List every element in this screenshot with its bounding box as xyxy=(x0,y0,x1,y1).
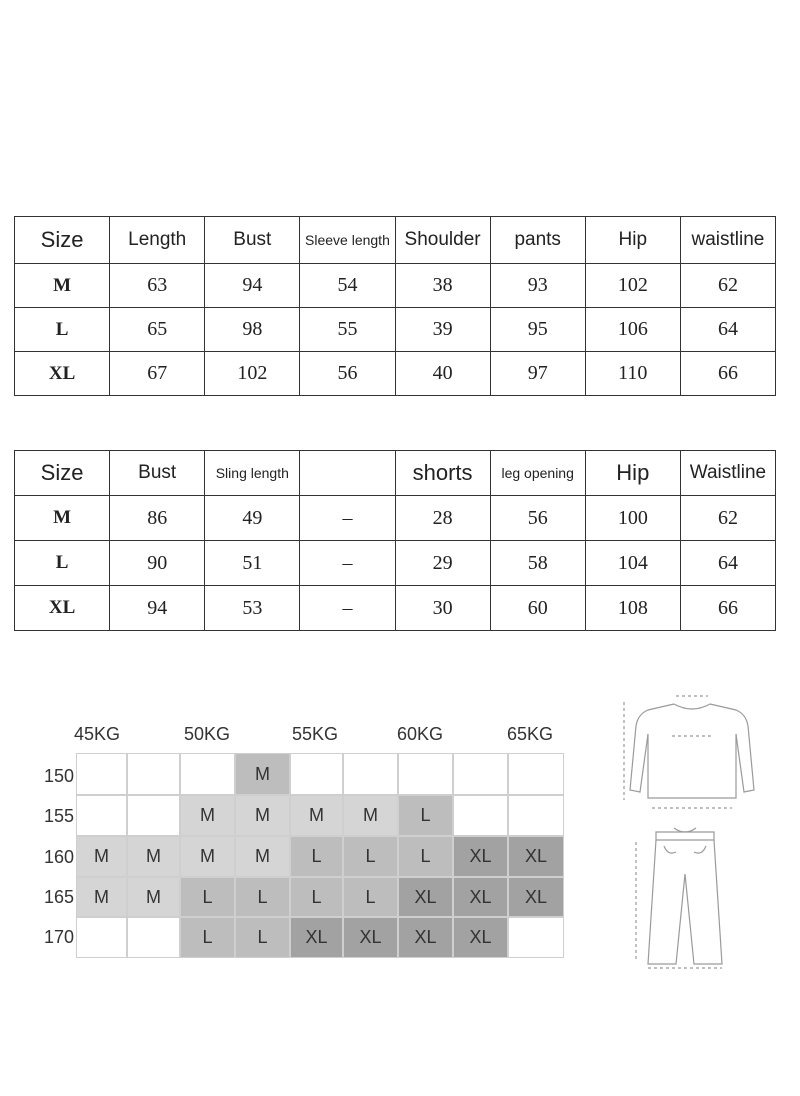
header-cell: Sleeve length xyxy=(300,217,395,264)
size-grid-cell: XL xyxy=(398,917,453,958)
table-cell: 64 xyxy=(680,541,775,586)
size-grid-cell xyxy=(453,795,508,836)
table-cell: 94 xyxy=(110,586,205,631)
header-cell: waistline xyxy=(680,217,775,264)
size-grid-cell: M xyxy=(290,795,343,836)
height-label: 160 xyxy=(43,847,74,867)
table-cell: 104 xyxy=(585,541,680,586)
size-grid-cell: M xyxy=(180,836,235,877)
size-grid-cell xyxy=(76,917,127,958)
table-cell: 39 xyxy=(395,308,490,352)
height-label: 170 xyxy=(43,927,74,947)
size-grid-cell: L xyxy=(290,877,343,917)
table-cell: 49 xyxy=(205,496,300,541)
size-grid-cell: XL xyxy=(453,836,508,877)
header-cell xyxy=(300,451,395,496)
size-grid-cell: L xyxy=(235,877,290,917)
size-label: L xyxy=(15,541,110,586)
weight-label: 45KG xyxy=(74,724,121,744)
table-cell: 86 xyxy=(110,496,205,541)
header-cell: Size xyxy=(15,451,110,496)
size-label: L xyxy=(15,308,110,352)
size-grid-cell: L xyxy=(235,917,290,958)
table-cell: 54 xyxy=(300,264,395,308)
table-cell: – xyxy=(300,496,395,541)
header-cell: Shoulder xyxy=(395,217,490,264)
table-cell: 95 xyxy=(490,308,585,352)
bottom-size-table xyxy=(14,450,776,631)
table-row xyxy=(15,586,776,631)
table-cell: 62 xyxy=(680,264,775,308)
size-grid-cell: XL xyxy=(508,836,564,877)
table-cell: 93 xyxy=(490,264,585,308)
table-cell: 60 xyxy=(490,586,585,631)
height-label: 155 xyxy=(43,806,74,826)
height-label: 150 xyxy=(43,766,74,786)
size-label: M xyxy=(15,264,110,308)
table-row xyxy=(15,496,776,541)
header-cell: Waistline xyxy=(680,451,775,496)
size-grid-cell: L xyxy=(180,917,235,958)
size-grid-cell: L xyxy=(343,877,398,917)
size-grid-cell xyxy=(453,753,508,795)
table-cell: 28 xyxy=(395,496,490,541)
table-cell: 106 xyxy=(585,308,680,352)
height-label: 165 xyxy=(43,887,74,907)
size-grid-cell xyxy=(508,753,564,795)
size-grid-cell: M xyxy=(180,795,235,836)
weight-label: 50KG xyxy=(184,724,231,744)
top-garment-sketch-icon xyxy=(612,690,772,815)
table-cell: 40 xyxy=(395,352,490,396)
size-grid-cell: L xyxy=(398,836,453,877)
size-grid-cell xyxy=(76,753,127,795)
table-cell: 66 xyxy=(680,586,775,631)
size-grid-cell: M xyxy=(343,795,398,836)
header-cell: Bust xyxy=(205,217,300,264)
size-grid-cell: L xyxy=(180,877,235,917)
header-cell: pants xyxy=(490,217,585,264)
weight-label: 55KG xyxy=(292,724,339,744)
size-grid-cell xyxy=(508,795,564,836)
size-grid-cell: M xyxy=(76,877,127,917)
table-row xyxy=(15,352,776,396)
size-grid-cell: XL xyxy=(398,877,453,917)
size-grid-cell: M xyxy=(127,877,180,917)
table-cell: 65 xyxy=(110,308,205,352)
size-grid-cell: XL xyxy=(453,877,508,917)
size-grid-cell xyxy=(290,753,343,795)
size-grid-cell xyxy=(398,753,453,795)
size-grid-cell: M xyxy=(235,753,290,795)
table-cell: 58 xyxy=(490,541,585,586)
size-grid-cell: M xyxy=(235,836,290,877)
top-table-header-row xyxy=(15,217,776,264)
header-cell: Bust xyxy=(110,451,205,496)
table-row xyxy=(15,264,776,308)
top-size-table xyxy=(14,216,776,396)
weight-label: 60KG xyxy=(397,724,444,744)
table-cell: 51 xyxy=(205,541,300,586)
table-cell: 102 xyxy=(205,352,300,396)
header-cell: Hip xyxy=(585,451,680,496)
table-row xyxy=(15,308,776,352)
size-grid-cell: M xyxy=(127,836,180,877)
size-label: XL xyxy=(15,586,110,631)
table-cell: 29 xyxy=(395,541,490,586)
size-grid-cell xyxy=(127,753,180,795)
size-grid-cell: L xyxy=(290,836,343,877)
table-cell: 30 xyxy=(395,586,490,631)
header-cell: Size xyxy=(15,217,110,264)
size-grid-cell xyxy=(127,917,180,958)
size-grid-cell xyxy=(76,795,127,836)
table-cell: 94 xyxy=(205,264,300,308)
table-cell: 56 xyxy=(490,496,585,541)
size-label: M xyxy=(15,496,110,541)
table-cell: 63 xyxy=(110,264,205,308)
table-cell: 100 xyxy=(585,496,680,541)
size-grid-cell: L xyxy=(398,795,453,836)
header-cell: Sling length xyxy=(205,451,300,496)
size-label: XL xyxy=(15,352,110,396)
size-grid-cell: L xyxy=(343,836,398,877)
table-cell: – xyxy=(300,586,395,631)
table-cell: 38 xyxy=(395,264,490,308)
table-cell: 90 xyxy=(110,541,205,586)
size-grid-cell xyxy=(343,753,398,795)
table-row xyxy=(15,541,776,586)
table-cell: 110 xyxy=(585,352,680,396)
size-grid-cell xyxy=(508,917,564,958)
table-cell: 56 xyxy=(300,352,395,396)
table-cell: 98 xyxy=(205,308,300,352)
header-cell: Hip xyxy=(585,217,680,264)
table-cell: – xyxy=(300,541,395,586)
header-cell: leg opening xyxy=(490,451,585,496)
pants-garment-sketch-icon xyxy=(628,822,748,972)
size-grid-cell: XL xyxy=(508,877,564,917)
table-cell: 64 xyxy=(680,308,775,352)
size-grid-cell: XL xyxy=(453,917,508,958)
bottom-table-header-row xyxy=(15,451,776,496)
header-cell: Length xyxy=(110,217,205,264)
table-cell: 97 xyxy=(490,352,585,396)
table-cell: 67 xyxy=(110,352,205,396)
size-grid-cell: XL xyxy=(290,917,343,958)
weight-label: 65KG xyxy=(507,724,554,744)
table-cell: 55 xyxy=(300,308,395,352)
table-cell: 62 xyxy=(680,496,775,541)
size-grid-cell xyxy=(180,753,235,795)
table-cell: 108 xyxy=(585,586,680,631)
size-grid-cell: M xyxy=(235,795,290,836)
header-cell: shorts xyxy=(395,451,490,496)
table-cell: 66 xyxy=(680,352,775,396)
table-cell: 53 xyxy=(205,586,300,631)
size-grid-cell: XL xyxy=(343,917,398,958)
table-cell: 102 xyxy=(585,264,680,308)
size-grid-cell: M xyxy=(76,836,127,877)
size-grid-cell xyxy=(127,795,180,836)
